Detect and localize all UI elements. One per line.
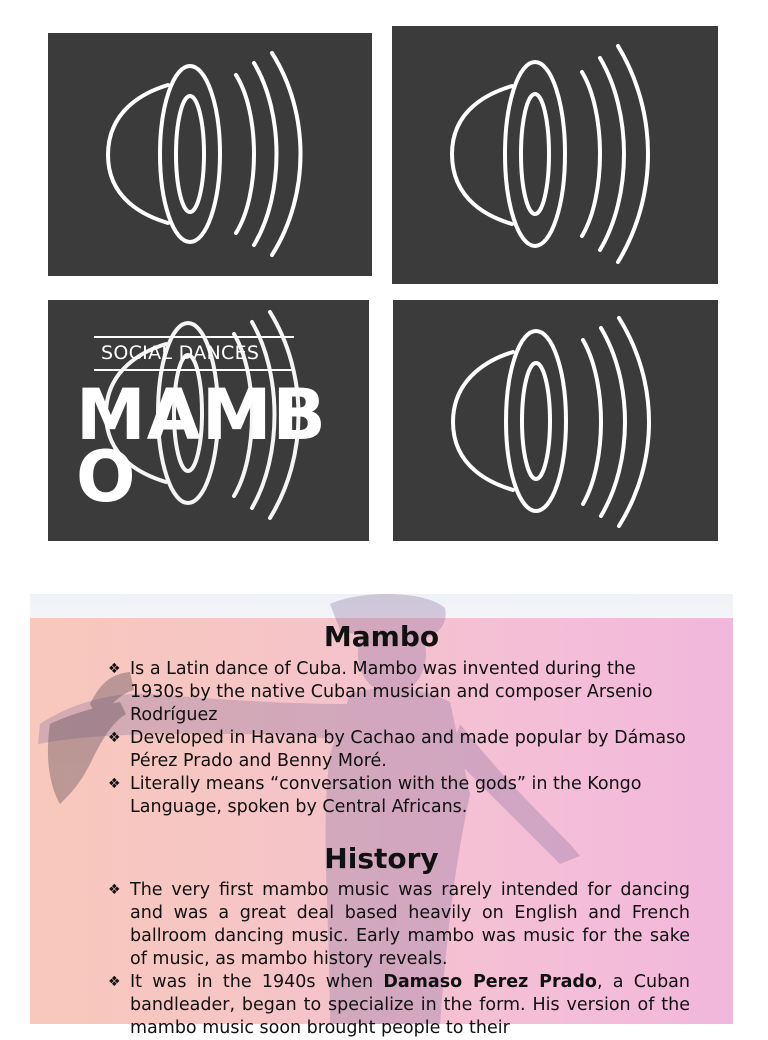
title-block — [48, 300, 369, 541]
speaker-icon — [392, 26, 718, 284]
history-heading: History — [324, 842, 439, 875]
diamond-bullet-icon: ❖ — [108, 974, 121, 990]
mambo-list — [108, 658, 690, 819]
diamond-bullet-icon: ❖ — [108, 661, 121, 677]
list-item: ❖ It was in the 1940s when Damaso Perez Prado, a Cuban bandleader, began to specialize in the form. His version of the mambo music soon brought people to their — [108, 972, 690, 1038]
diamond-bullet-icon: ❖ — [108, 730, 121, 746]
bottom-rule — [94, 369, 294, 371]
speaker-tile-4[interactable] — [393, 300, 718, 541]
subtitle: SOCIAL DANCES — [101, 342, 260, 364]
speaker-icon — [393, 300, 718, 541]
content-slide — [30, 594, 733, 1038]
diamond-bullet-icon: ❖ — [108, 776, 121, 792]
page-title: MAMBO — [76, 374, 327, 518]
list-item: ❖ The very first mambo music was rarely intended for dancing and was a great deal based heavily on English and French ballroom dancing music. Early mambo was music for the sake of music, as mambo history reveals. — [108, 880, 690, 969]
list-item: ❖ Is a Latin dance of Cuba. Mambo was invented during the 1930s by the native Cuban musician and composer Arsenio Rodríguez — [108, 659, 653, 725]
speaker-icon — [48, 33, 372, 276]
list-item: ❖ Literally means “conversation with the gods” in the Kongo Language, spoken by Central Africans. — [108, 774, 642, 817]
history-list — [108, 879, 690, 1040]
top-rule — [94, 336, 294, 338]
title-tile[interactable] — [48, 300, 369, 541]
speaker-tile-1[interactable] — [48, 33, 372, 276]
list-item: ❖ Developed in Havana by Cachao and made popular by Dámaso Pérez Prado and Benny Moré. — [108, 728, 686, 771]
bandleader-name: Damaso Perez Prado — [383, 972, 597, 992]
mambo-heading: Mambo — [323, 620, 440, 653]
speaker-tile-2[interactable] — [392, 26, 718, 284]
diamond-bullet-icon: ❖ — [108, 882, 121, 898]
